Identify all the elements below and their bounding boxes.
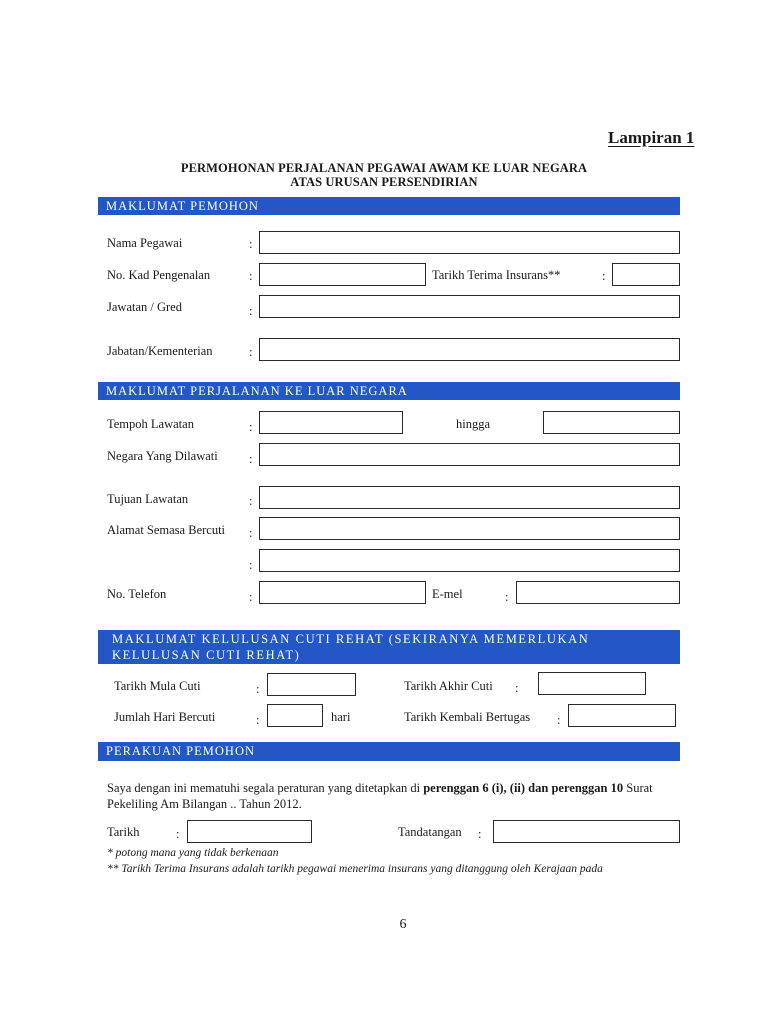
label-nama-pegawai: Nama Pegawai [107,236,183,250]
section-perakuan-pemohon: PERAKUAN PEMOHON [98,742,680,761]
lampiran-label: Lampiran 1 [608,128,695,147]
field-jabatan[interactable] [259,338,680,361]
field-tempoh-akhir[interactable] [543,411,680,434]
field-alamat-line1[interactable] [259,517,680,540]
label-tandatangan: Tandatangan [398,825,462,839]
label-jabatan: Jabatan/Kementerian [107,344,213,358]
field-tempoh-mula[interactable] [259,411,403,434]
colon: : [256,713,260,727]
field-emel[interactable] [516,581,680,604]
label-telefon: No. Telefon [107,587,167,601]
colon: : [505,590,509,604]
colon: : [249,237,253,251]
label-no-kad: No. Kad Pengenalan [107,268,211,282]
label-alamat: Alamat Semasa Bercuti [107,523,226,537]
colon: : [249,558,253,572]
field-no-kad[interactable] [259,263,426,286]
label-akhir-cuti: Tarikh Akhir Cuti [404,679,493,693]
label-hari: hari [331,710,351,724]
perakuan-text-b: Surat Pekeliling Am Bilangan .. Tahun 2012. [107,781,653,811]
colon: : [249,526,253,540]
field-tandatangan[interactable] [493,820,680,843]
colon: : [249,452,253,466]
note-tarikh-insurans: ** Tarikh Terima Insurans adalah tarikh pegawai menerima insurans yang ditanggung oleh Kerajaan pada [107,863,603,875]
label-hingga: hingga [456,417,491,431]
perakuan-statement [107,780,679,812]
field-kembali-bertugas[interactable] [568,704,676,727]
label-emel: E-mel [432,587,463,601]
field-tujuan[interactable] [259,486,680,509]
colon: : [176,827,180,841]
section-maklumat-pemohon: MAKLUMAT PEMOHON [98,197,680,215]
colon: : [515,681,519,695]
label-jumlah-hari: Jumlah Hari Bercuti [114,710,216,724]
label-tempoh: Tempoh Lawatan [107,417,194,431]
colon: : [249,590,253,604]
field-negara[interactable] [259,443,680,466]
colon: : [478,827,482,841]
label-tujuan: Tujuan Lawatan [107,492,189,506]
label-tarikh-insurans: Tarikh Terima Insurans** [432,268,561,282]
colon: : [249,304,253,318]
label-kembali: Tarikh Kembali Bertugas [404,710,531,724]
field-tarikh[interactable] [187,820,312,843]
field-tarikh-insurans[interactable] [612,263,680,286]
field-telefon[interactable] [259,581,426,604]
label-negara: Negara Yang Dilawati [107,449,218,463]
perakuan-text-a: Saya dengan ini mematuhi segala peraturan yang ditetapkan di [107,781,424,795]
colon: : [249,420,253,434]
page-number: 6 [399,917,407,932]
field-alamat-line2[interactable] [259,549,680,572]
colon: : [602,269,606,283]
field-nama-pegawai[interactable] [259,231,680,254]
label-jawatan: Jawatan / Gred [107,300,182,314]
colon: : [249,269,253,283]
colon: : [249,494,253,508]
form-title-line1: PERMOHONAN PERJALANAN PEGAWAI AWAM KE LUAR NEGARA [180,161,588,175]
colon: : [256,682,260,696]
label-mula-cuti: Tarikh Mula Cuti [114,679,201,693]
field-jawatan[interactable] [259,295,680,318]
perakuan-text-bold: perenggan 6 (i), (ii) dan perenggan 10 [423,781,624,795]
section-kelulusan-cuti: MAKLUMAT KELULUSAN CUTI REHAT (SEKIRANYA MEMERLUKAN KELULUSAN CUTI REHAT) [98,630,680,664]
colon: : [557,713,561,727]
field-jumlah-hari[interactable] [267,704,323,727]
field-mula-cuti[interactable] [267,673,356,696]
note-potong: * potong mana yang tidak berkenaan [107,847,279,859]
label-tarikh: Tarikh [107,825,140,839]
section-maklumat-perjalanan: MAKLUMAT PERJALANAN KE LUAR NEGARA [98,382,680,400]
field-akhir-cuti[interactable] [538,672,646,695]
form-title-line2: ATAS URUSAN PERSENDIRIAN [290,175,478,189]
colon: : [249,345,253,359]
